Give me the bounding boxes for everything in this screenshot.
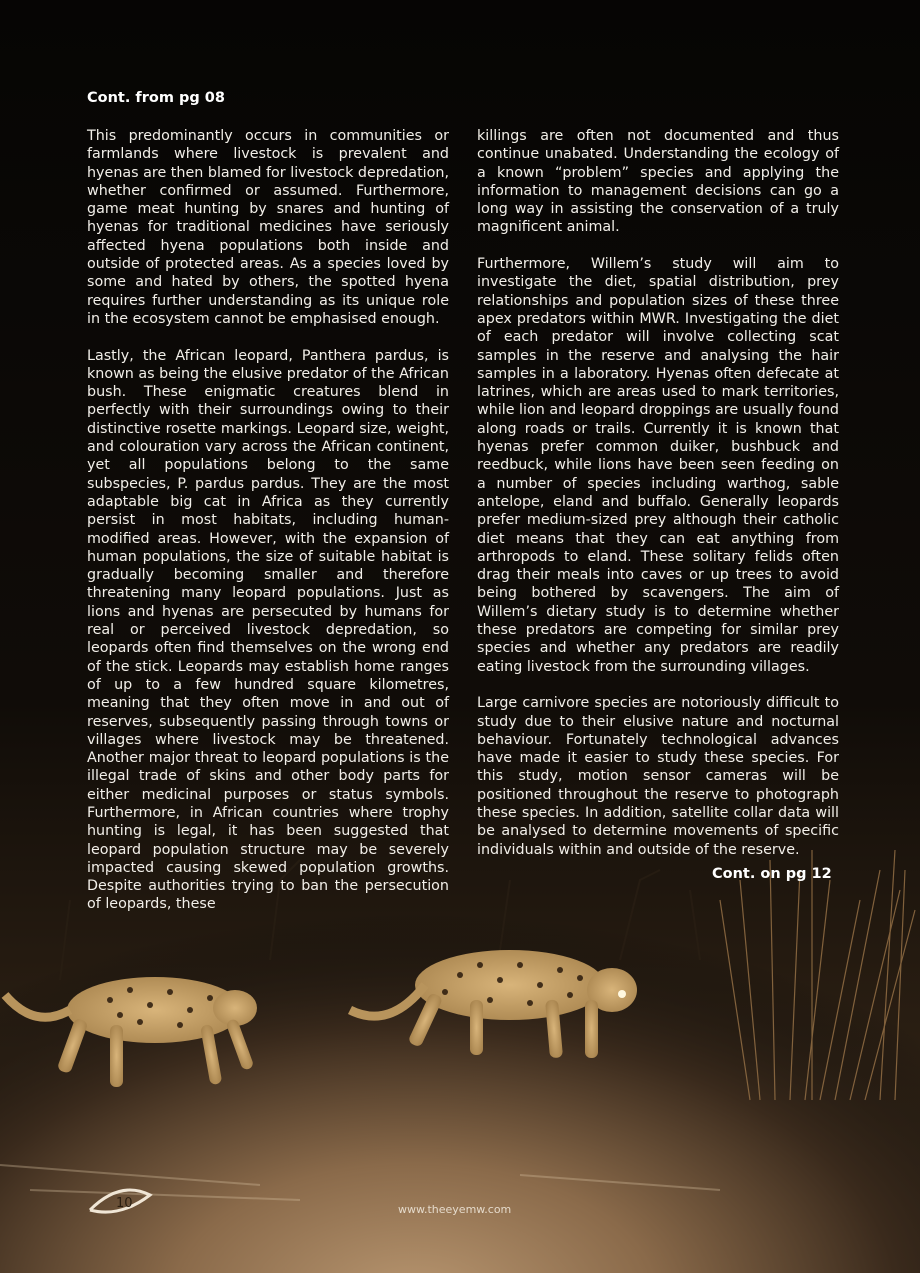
- article-column-right: [477, 127, 839, 877]
- page-number: 10: [116, 1196, 133, 1211]
- website-link[interactable]: www.theeyemw.com: [398, 1203, 512, 1216]
- article-column-left: [87, 127, 449, 932]
- paragraph: Lastly, the African leopard, Panthera pardus, is known as being the elusive predator of the African bush. These enigmatic creatures blend in perfectly with their surroundings owing to their distinctive rosette markings. Leopard size, weight, and colouration vary across the African continent, yet all populations belong to the same subspecies, P. pardus pardus. They are the most adaptable big cat in Africa as they currently persist in most habitats, including human-modified areas. However, with the expansion of human populations, the size of suitable habitat is gradually becoming smaller and therefore threatening many leopard populations. Just as lions and hyenas are persecuted by humans for real or perceived livestock depredation, so leopards often find themselves on the wrong end of the stick. Leopards may establish home ranges of up to a few hundred square kilometres, meaning that they often move in and out of reserves, subsequently passing through towns or villages where livestock may be threatened. Another major threat to leopard populations is the illegal trade of skins and other body parts for either medicinal purposes or status symbols. Furthermore, in African countries where trophy hunting is legal, it has been suggested that leopard population structure may be severely impacted causing skewed population growths. Despite authorities trying to ban the persecution of leopards, these: [87, 347, 449, 913]
- paragraph: Large carnivore species are notoriously difficult to study due to their elusive nature and nocturnal behaviour. Fortunately technological advances have made it easier to study these species. For this study, motion sensor cameras will be positioned throughout the reserve to photograph these species. In addition, satellite collar data will be analysed to determine movements of specific individuals within and outside of the reserve.: [477, 695, 839, 858]
- continued-from-label: Cont. from pg 08: [87, 90, 225, 106]
- paragraph: killings are often not documented and thus continue unabated. Understanding the ecology of a known “problem” species and applying the information to management decisions can go a long way in assisting the conservation of a truly magnificent animal.: [477, 128, 839, 236]
- paragraph: Furthermore, Willem’s study will aim to investigate the diet, spatial distribution, prey relationships and population sizes of these three apex predators within MWR. Investigating the diet of each predator will involve collecting scat samples in the reserve and analysing the hair samples in a laboratory. Hyenas often defecate at latrines, which are areas used to mark territories, while lion and leopard droppings are usually found along roads or trails. Currently it is known that hyenas prefer common duiker, bushbuck and reedbuck, while lions have been seen feeding on a number of species including warthog, sable antelope, eland and buffalo. Generally leopards prefer medium-sized prey although their catholic diet means that they can eat anything from arthropods to eland. These solitary felids often drag their meals into caves or up trees to avoid being bothered by scavengers. The aim of Willem’s dietary study is to determine whether these predators are competing for similar prey species and whether any predators are readily eating livestock from the surrounding villages.: [477, 256, 839, 675]
- paragraph: This predominantly occurs in communities or farmlands where livestock is prevalent and hyenas are then blamed for livestock depredation, whether confirmed or assumed. Furthermore, game meat hunting by snares and hunting of hyenas for traditional medicines have seriously affected hyena populations both inside and outside of protected areas. As a species loved by some and hated by others, the spotted hyena requires further understanding as its unique role in the ecosystem cannot be emphasised enough.: [87, 128, 449, 327]
- continued-on-label: Cont. on pg 12: [712, 866, 832, 882]
